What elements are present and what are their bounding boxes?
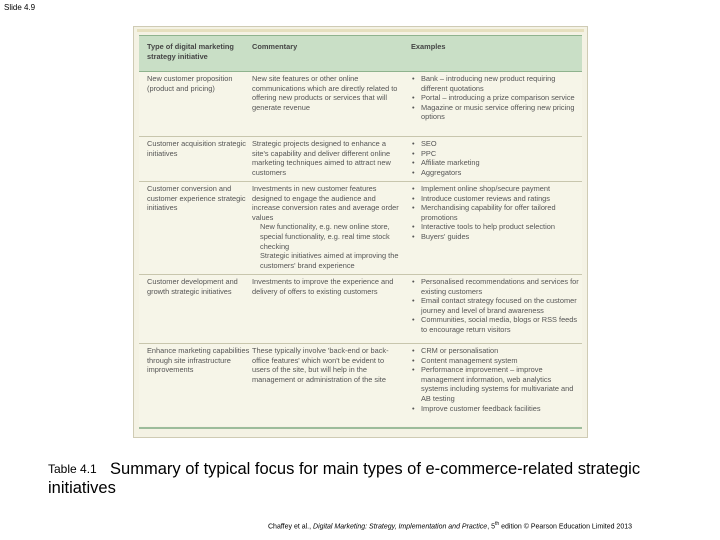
example-item: • Magazine or music service offering new pricing options: [411, 103, 579, 122]
row-commentary: Strategic projects designed to enhance a site's capability and deliver different online marketing techniques aimed to attract new customers: [252, 139, 391, 177]
caption-label: Table 4.1: [48, 462, 97, 476]
row-examples: [411, 139, 579, 177]
example-item: • Implement online shop/secure payment: [411, 184, 579, 194]
row-commentary: New site features or other online communications which are directly related to offering new products or services that will generate revenue: [252, 74, 398, 112]
row-commentary: [252, 184, 402, 270]
table-caption: [48, 460, 688, 498]
caption-title: Summary of typical focus for main types of e-commerce-related strategic initiatives: [48, 460, 641, 497]
citation-book: Digital Marketing: Strategy, Implementation and Practice: [313, 523, 488, 531]
example-item: • Content management system: [411, 356, 579, 366]
strategy-table: [139, 35, 582, 426]
citation-authors: Chaffey et al.,: [268, 523, 312, 531]
example-item: • CRM or personalisation: [411, 346, 579, 356]
row-type: New customer proposition (product and pricing): [147, 74, 233, 93]
example-item: • Buyers' guides: [411, 232, 579, 242]
row-commentary: These typically involve 'back-end or back-office features' which won't be evident to users of the site, but will help in the management or administration of the site: [252, 346, 389, 384]
example-item: • Bank – introducing new product requiring different quotations: [411, 74, 579, 93]
example-item: • Aggregators: [411, 168, 579, 178]
row-type: Customer conversion and customer experience strategic initiatives: [147, 184, 246, 213]
slide-number: Slide 4.9: [4, 3, 36, 12]
example-item: • Interactive tools to help product selection: [411, 222, 579, 232]
row-examples: [411, 277, 579, 335]
table-row: [139, 275, 582, 344]
example-item: • Performance improvement – improve management information, web analytics systems including systems for multivariate and AB testing: [411, 365, 579, 403]
example-item: • Introduce customer reviews and ratings: [411, 194, 579, 204]
example-item: • Portal – introducing a prize comparison service: [411, 93, 579, 103]
table-header-row: [139, 35, 582, 72]
example-item: • Personalised recommendations and services for existing customers: [411, 277, 579, 296]
table-row: [139, 72, 582, 137]
example-item: • Improve customer feedback facilities: [411, 404, 579, 414]
citation-publisher: edition © Pearson Education Limited 2013: [501, 523, 632, 531]
row-type: Customer acquisition strategic initiatives: [147, 139, 246, 158]
row-examples: [411, 184, 579, 242]
row-commentary: Investments to improve the experience and delivery of offers to existing customers: [252, 277, 394, 296]
example-item: • Affiliate marketing: [411, 158, 579, 168]
citation-edition-sup: th: [495, 521, 500, 527]
row-examples: [411, 346, 579, 413]
example-item: • Merchandising capability for offer tailored promotions: [411, 203, 579, 222]
header-examples: Examples: [411, 42, 446, 51]
header-type: Type of digital marketing strategy initiative: [147, 42, 234, 61]
citation-edition: , 5: [487, 523, 496, 531]
row-examples: [411, 74, 579, 122]
table-row: [139, 182, 582, 275]
example-item: • PPC: [411, 149, 579, 159]
commentary-line: New functionality, e.g. new online store, special functionality, e.g. real time stock checking: [260, 222, 390, 251]
example-item: • SEO: [411, 139, 579, 149]
citation: [268, 521, 632, 530]
table-figure: [133, 26, 588, 438]
example-item: • Communities, social media, blogs or RSS feeds to encourage return visitors: [411, 315, 579, 334]
row-type: Customer development and growth strategic initiatives: [147, 277, 238, 296]
table-row: [139, 137, 582, 182]
example-item: • Email contact strategy focused on the customer journey and level of brand awareness: [411, 296, 579, 315]
table-row: [139, 344, 582, 426]
table-bottom-rule: [139, 427, 582, 429]
header-commentary: Commentary: [252, 42, 298, 51]
commentary-line: Strategic initiatives aimed at improving the customers' brand experience: [260, 251, 399, 270]
commentary-line: Investments in new customer features designed to engage the audience and increase conversion rates and average order values: [252, 184, 399, 222]
row-type: Enhance marketing capabilities through site infrastructure improvements: [147, 346, 250, 375]
